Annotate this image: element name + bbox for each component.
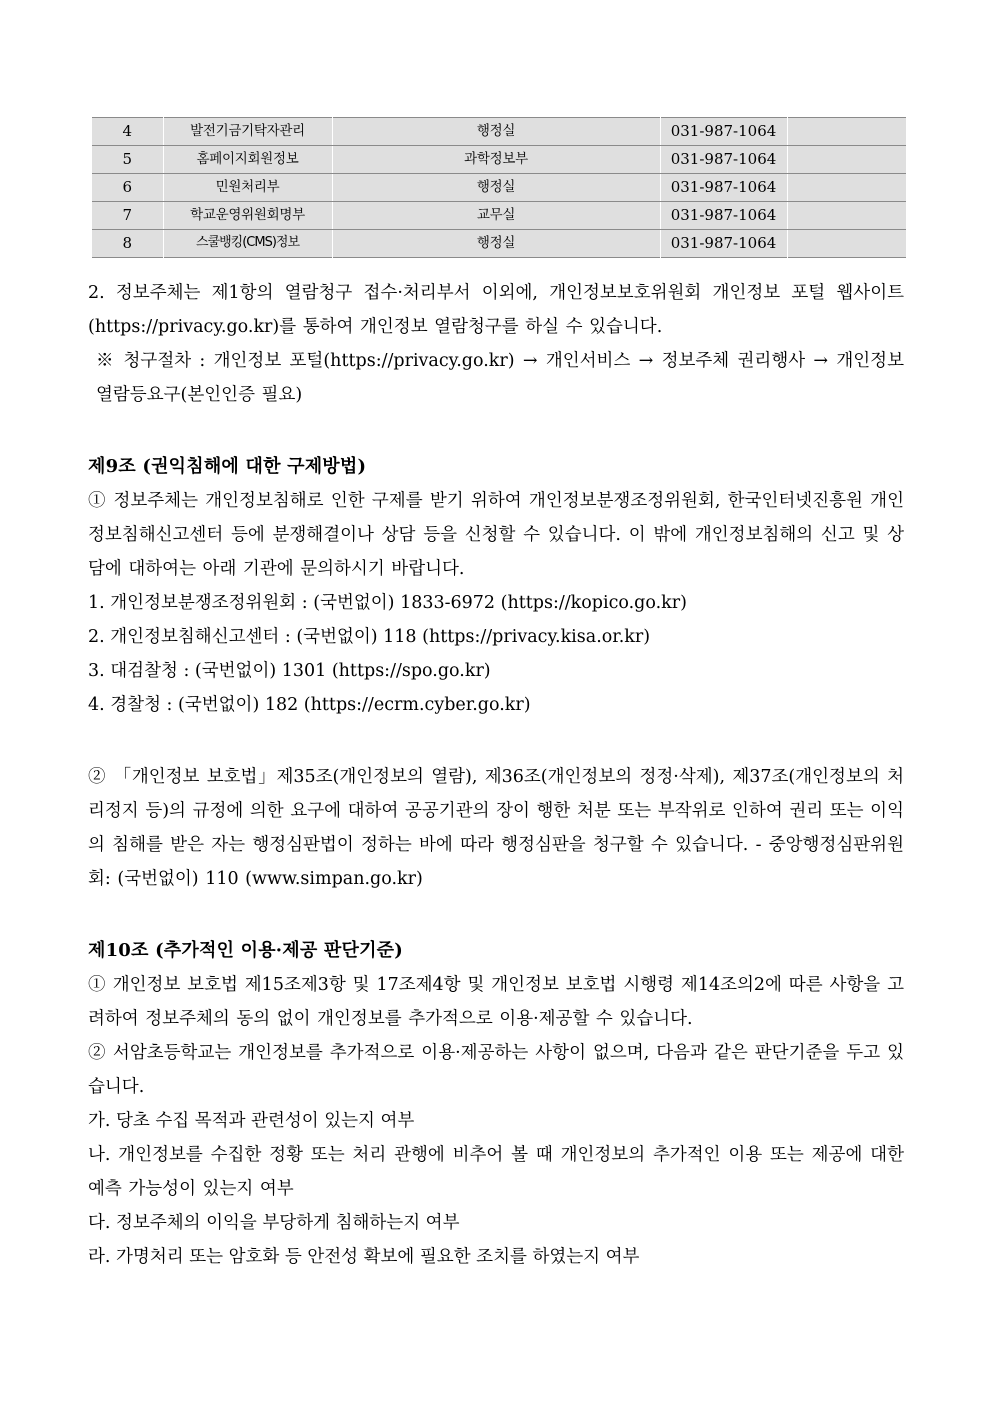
table-row xyxy=(92,118,906,146)
cell-file-name: 홈페이지회원정보 xyxy=(163,146,332,174)
department-contact-table-container xyxy=(92,117,906,258)
article-10-paragraph-2: ② 서암초등학교는 개인정보를 추가적으로 이용·제공하는 사항이 없으며, 다음과 같은 판단기준을 두고 있습니다. xyxy=(88,1043,904,1097)
agency-item: 2. 개인정보침해신고센터 : (국번없이) 118 (https://privacy.kisa.or.kr) xyxy=(88,627,651,647)
cell-file-name: 학교운영위원회명부 xyxy=(163,202,332,230)
cell-extra xyxy=(787,118,906,146)
cell-row-number: 7 xyxy=(92,202,163,230)
cell-department: 교무실 xyxy=(332,202,660,230)
cell-row-number: 4 xyxy=(92,118,163,146)
table-body xyxy=(92,118,906,258)
clause-2-paragraph: 2. 정보주체는 제1항의 열람청구 접수·처리부서 이외에, 개인정보보호위원회 개인정보 포털 웹사이트(https://privacy.go.kr)를 통하여 개인정보 열람청구를 하실 수 있습니다. xyxy=(88,283,904,337)
agency-item: 4. 경찰청 : (국번없이) 182 (https://ecrm.cyber.go.kr) xyxy=(88,695,531,715)
cell-row-number: 5 xyxy=(92,146,163,174)
criteria-item: 나. 개인정보를 수집한 정황 또는 처리 관행에 비추어 볼 때 개인정보의 추가적인 이용 또는 제공에 대한 예측 가능성이 있는지 여부 xyxy=(88,1145,904,1199)
cell-extra xyxy=(787,146,906,174)
cell-department: 행정실 xyxy=(332,230,660,258)
cell-department: 행정실 xyxy=(332,118,660,146)
spacer xyxy=(88,412,904,450)
agency-item: 1. 개인정보분쟁조정위원회 : (국번없이) 1833-6972 (https://kopico.go.kr) xyxy=(88,593,687,613)
cell-phone: 031-987-1064 xyxy=(660,174,787,202)
article-9-paragraph-2: ② 「개인정보 보호법」제35조(개인정보의 열람), 제36조(개인정보의 정정·삭제), 제37조(개인정보의 처리정지 등)의 규정에 의한 요구에 대하여 공공기관의 장이 행한 처분 또는 부작위로 인하여 권리 또는 이익의 침해를 받은 자는 행정심판법이 정하는 바에 따라 행정심판을 청구할 수 있습니다. - 중앙행정심판위원회: (국번없이) 110 (www.simpan.go.kr) xyxy=(88,767,904,889)
criteria-item: 라. 가명처리 또는 암호화 등 안전성 확보에 필요한 조치를 하였는지 여부 xyxy=(88,1247,640,1267)
cell-row-number: 6 xyxy=(92,174,163,202)
table-row xyxy=(92,174,906,202)
department-contact-table xyxy=(92,117,906,258)
criteria-item: 다. 정보주체의 이익을 부당하게 침해하는지 여부 xyxy=(88,1213,460,1233)
article-9-heading: 제9조 (권익침해에 대한 구제방법) xyxy=(88,456,367,477)
cell-extra xyxy=(787,174,906,202)
cell-department: 행정실 xyxy=(332,174,660,202)
cell-file-name: 스쿨뱅킹(CMS)정보 xyxy=(163,230,332,258)
agency-item: 3. 대검찰청 : (국번없이) 1301 (https://spo.go.kr) xyxy=(88,661,491,681)
cell-phone: 031-987-1064 xyxy=(660,146,787,174)
table-row xyxy=(92,202,906,230)
cell-phone: 031-987-1064 xyxy=(660,202,787,230)
cell-extra xyxy=(787,202,906,230)
document-body xyxy=(88,276,904,1274)
cell-phone: 031-987-1064 xyxy=(660,230,787,258)
cell-row-number: 8 xyxy=(92,230,163,258)
table-row xyxy=(92,230,906,258)
spacer xyxy=(88,896,904,934)
spacer xyxy=(88,722,904,760)
article-10-heading: 제10조 (추가적인 이용·제공 판단기준) xyxy=(88,940,403,961)
table-row xyxy=(92,146,906,174)
claim-procedure-note: ※ 청구절차 : 개인정보 포털(https://privacy.go.kr) → 개인서비스 → 정보주체 권리행사 → 개인정보 열람등요구(본인인증 필요) xyxy=(96,351,904,405)
cell-department: 과학정보부 xyxy=(332,146,660,174)
cell-phone: 031-987-1064 xyxy=(660,118,787,146)
cell-file-name: 발전기금기탁자관리 xyxy=(163,118,332,146)
article-9-paragraph-1: ① 정보주체는 개인정보침해로 인한 구제를 받기 위하여 개인정보분쟁조정위원회, 한국인터넷진흥원 개인정보침해신고센터 등에 분쟁해결이나 상담 등을 신청할 수 있습니다. 이 밖에 개인정보침해의 신고 및 상담에 대하여는 아래 기관에 문의하시기 바랍니다. xyxy=(88,491,904,579)
cell-file-name: 민원처리부 xyxy=(163,174,332,202)
article-10-paragraph-1: ① 개인정보 보호법 제15조제3항 및 17조제4항 및 개인정보 보호법 시행령 제14조의2에 따른 사항을 고려하여 정보주체의 동의 없이 개인정보를 추가적으로 이용·제공할 수 있습니다. xyxy=(88,975,904,1029)
criteria-item: 가. 당초 수집 목적과 관련성이 있는지 여부 xyxy=(88,1111,415,1131)
cell-extra xyxy=(787,230,906,258)
